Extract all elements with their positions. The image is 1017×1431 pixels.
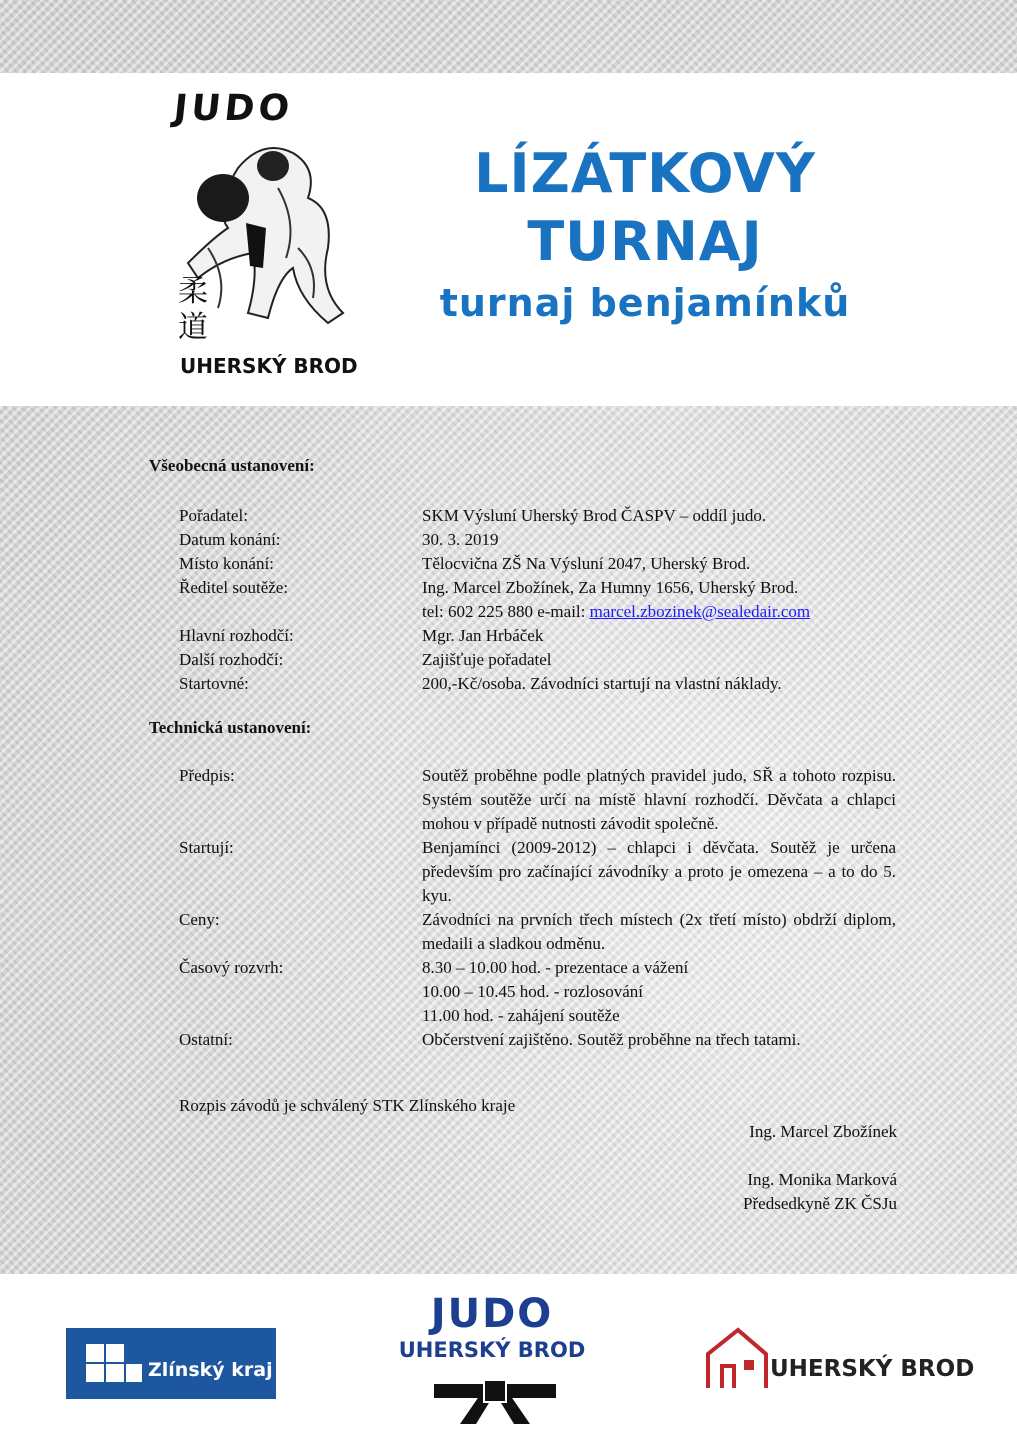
row-label: Časový rozvrh:: [179, 958, 284, 977]
signature-chair-role: Předsedkyně ZK ČSJu: [743, 1194, 897, 1213]
email-link[interactable]: marcel.zbozinek@sealedair.com: [589, 602, 811, 621]
row-value: Benjamínci (2009-2012) – chlapci i děvčata. Soutěž je určena především pro začínající závodníky a proto je omezena – a to do 5. kyu.: [422, 838, 896, 905]
list-item: [179, 764, 899, 836]
row-value: [422, 600, 896, 624]
list-item: [179, 908, 899, 956]
list-item: [179, 624, 899, 648]
zk-squares-icon: [86, 1344, 142, 1384]
logo-judo-text: JUDO: [171, 88, 296, 129]
list-item: [179, 1004, 899, 1028]
row-label: [179, 1004, 422, 1028]
black-belt-icon: [430, 1378, 560, 1426]
row-value: Soutěž proběhne podle platných pravidel judo, SŘ a tohoto rozpisu. Systém soutěže určí na místě hlavní rozhodčí. Děvčata a chlapci mohou v případě nutnosti závodit společně.: [422, 766, 896, 833]
row-label: Ceny:: [179, 910, 220, 929]
list-item: [179, 552, 899, 576]
list-item: [179, 600, 899, 624]
signature-director: Ing. Marcel Zbožínek: [749, 1122, 897, 1141]
signature-chair: [743, 1168, 897, 1216]
row-value: Ing. Marcel Zbožínek, Za Humny 1656, Uherský Brod.: [422, 578, 799, 597]
list-item: [179, 836, 899, 908]
list-item: [179, 1028, 899, 1052]
logo-kanji: 柔道: [178, 274, 208, 345]
row-value: 8.30 – 10.00 hod. - prezentace a vážení: [422, 958, 689, 977]
row-value: Občerstvení zajištěno. Soutěž proběhne na třech tatami.: [422, 1030, 801, 1049]
list-item: [179, 956, 899, 980]
technical-list: [179, 764, 899, 1052]
row-value: Mgr. Jan Hrbáček: [422, 626, 544, 645]
list-item: [179, 576, 899, 600]
row-label: Další rozhodčí:: [179, 650, 284, 669]
row-label: Ostatní:: [179, 1030, 233, 1049]
row-label: [179, 600, 422, 624]
row-label: Ředitel soutěže:: [179, 578, 289, 597]
club-logo: [160, 88, 370, 388]
row-label: Pořadatel:: [179, 506, 248, 525]
judo-club-footer-logo: [392, 1292, 592, 1364]
title-line-3: turnaj benjamínků: [439, 281, 851, 325]
row-value: 200,-Kč/osoba. Závodníci startují na vlastní náklady.: [422, 674, 782, 693]
row-value: Zajišťuje pořadatel: [422, 650, 552, 669]
list-item: [179, 528, 899, 552]
row-value: SKM Výsluní Uherský Brod ČASPV – oddíl judo.: [422, 506, 767, 525]
row-value: Závodníci na prvních třech místech (2x třetí místo) obdrží diplom, medaili a sladkou odměnu.: [422, 910, 896, 953]
technical-heading: Technická ustanovení:: [149, 718, 312, 737]
approval-note: Rozpis závodů je schválený STK Zlínského kraje: [179, 1096, 516, 1115]
list-item: [179, 980, 899, 1004]
contact-phone: tel: 602 225 880 e-mail:: [422, 602, 590, 621]
general-list: [179, 504, 899, 696]
general-heading: Všeobecná ustanovení:: [149, 456, 315, 475]
row-value: 30. 3. 2019: [422, 530, 499, 549]
page-title: [400, 140, 890, 330]
row-label: Datum konání:: [179, 530, 281, 549]
title-line-2: TURNAJ: [527, 210, 763, 273]
row-label: Předpis:: [179, 766, 235, 785]
ub-logo-text: UHERSKÝ BROD: [770, 1356, 975, 1382]
list-item: [179, 672, 899, 696]
row-label: Místo konání:: [179, 554, 274, 573]
row-label: Startovné:: [179, 674, 249, 693]
house-outline-icon: [704, 1326, 770, 1390]
list-item: [179, 648, 899, 672]
signature-chair-name: Ing. Monika Marková: [747, 1170, 897, 1189]
row-label: Startují:: [179, 838, 234, 857]
judo-footer-city: UHERSKÝ BROD: [398, 1338, 586, 1362]
row-label: Hlavní rozhodčí:: [179, 626, 294, 645]
row-value: 10.00 – 10.45 hod. - rozlosování: [422, 982, 643, 1001]
zlinsky-kraj-logo: [66, 1328, 276, 1399]
logo-city: UHERSKÝ BROD: [180, 354, 358, 378]
title-line-1: LÍZÁTKOVÝ: [474, 142, 816, 205]
row-value: Tělocvična ZŠ Na Výsluní 2047, Uherský Brod.: [422, 554, 751, 573]
uhersky-brod-city-logo: [704, 1326, 975, 1392]
judo-footer-title: JUDO: [430, 1291, 554, 1337]
row-value: 11.00 hod. - zahájení soutěže: [422, 1006, 620, 1025]
row-label: [179, 980, 422, 1004]
list-item: [179, 504, 899, 528]
zk-logo-text: Zlínský kraj: [148, 1359, 273, 1381]
